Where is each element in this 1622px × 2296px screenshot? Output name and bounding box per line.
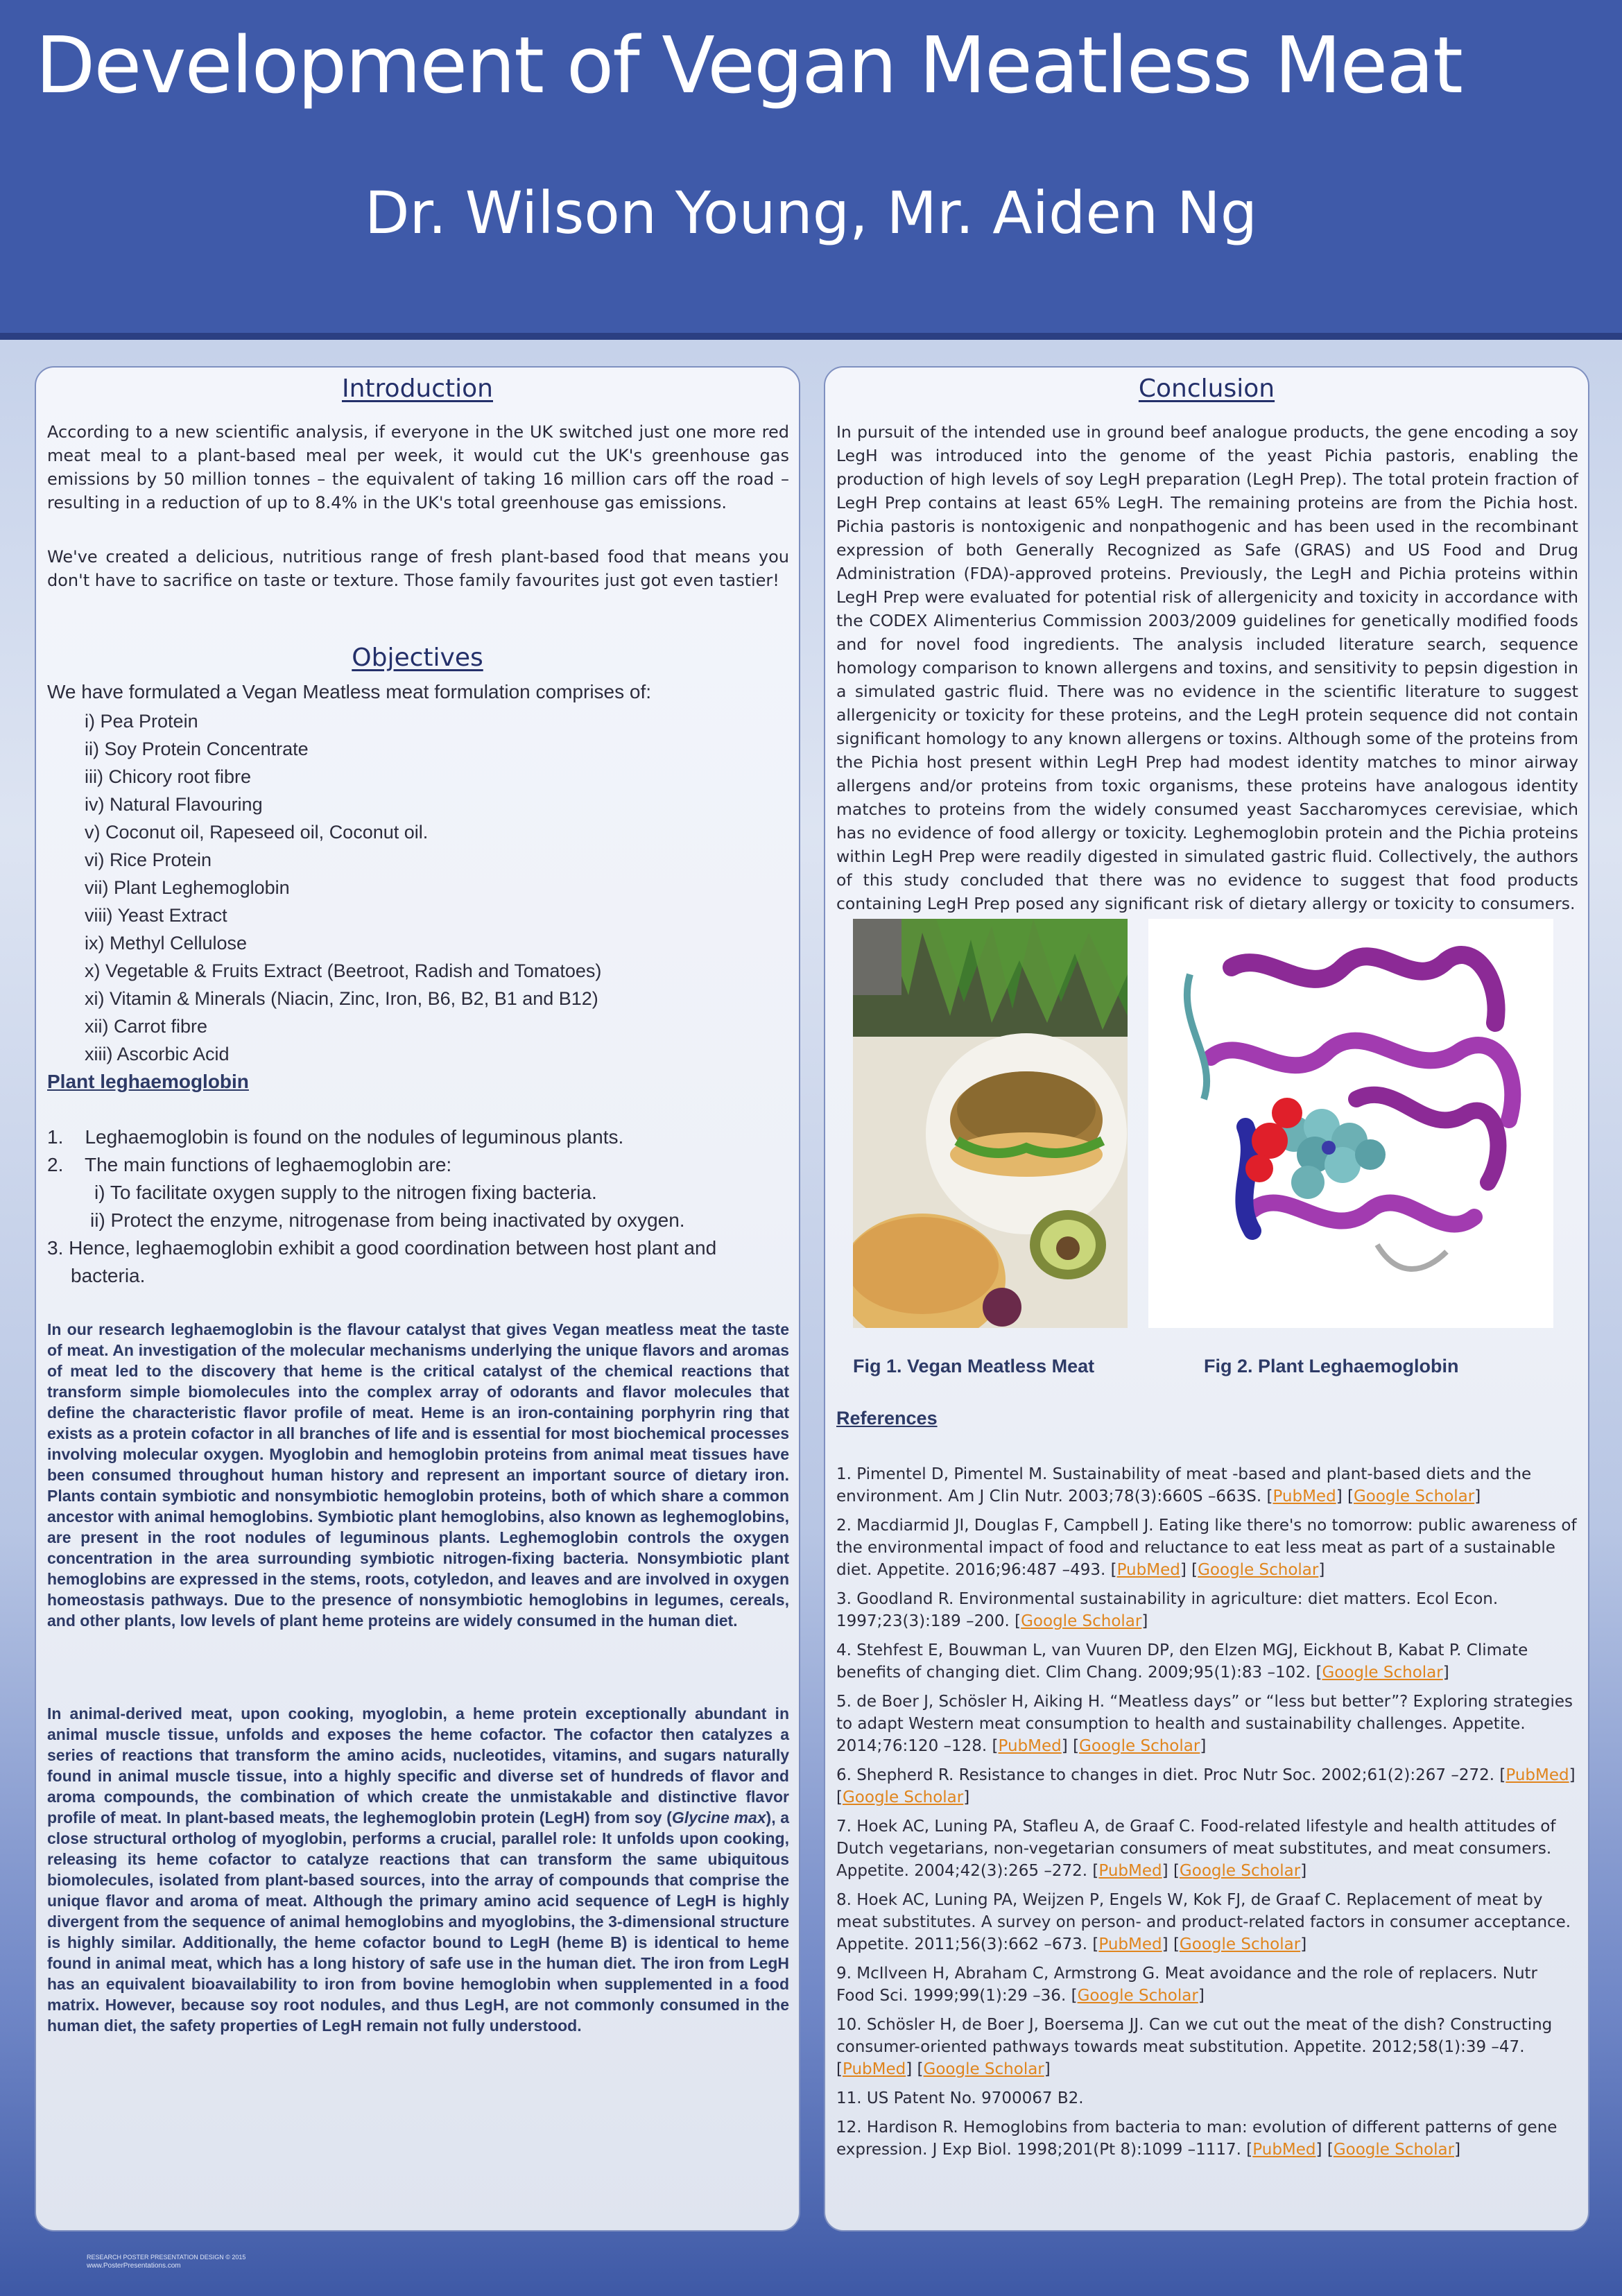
reference-text: 9. McIlveen H, Abraham C, Armstrong G. Meat avoidance and the role of replacers. Nutr Food Sci. 1999;99(1):29 –36.	[836, 1965, 1537, 2005]
plant-leghaemoglobin-heading: Plant leghaemoglobin	[47, 1071, 249, 1092]
reference-item	[836, 2087, 1578, 2109]
pubmed-link[interactable]: PubMed	[1116, 1561, 1180, 1579]
reference-item: 3. Goodland R. Environmental sustainability in agriculture: diet matters. Ecol Econ. 1997;23(3):189 –200. [Google Scholar]	[836, 1590, 1499, 1630]
plant-point-2: 2. The main functions of leghaemoglobin are:	[47, 1154, 452, 1175]
reference-text: 3. Goodland R. Environmental sustainability in agriculture: diet matters. Ecol Econ. 1997;23(3):189 –200.	[836, 1590, 1499, 1630]
introduction-paragraph-1: According to a new scientific analysis, if everyone in the UK switched just one more red meat meal to a plant-based meal per week, it would cut the UK's greenhouse gas emissions by 50 million tonnes – the equivalent of taking 16 million cars off the road – resulting in a reduction of up to 8.4% in the UK's total greenhouse gas emissions.	[47, 422, 789, 512]
objective-item: vi) Rice Protein	[85, 849, 212, 870]
reference-item: 7. Hoek AC, Luning PA, Stafleu A, de Graaf C. Food-related lifestyle and health attitudes of Dutch vegetarians, non-vegetarian consumers of meat substitutes, and meat consumers. Appetite. 2004;42(3):265 –272. [PubMed] [Google Scholar]	[836, 1818, 1556, 1880]
objectives-list	[85, 707, 601, 1068]
objective-item: iv) Natural Flavouring	[85, 794, 263, 815]
leghemoglobin-protein-image	[1148, 919, 1553, 1328]
reference-text: 8. Hoek AC, Luning PA, Weijzen P, Engels W, Kok FJ, de Graaf C. Replacement of meat by meat substitutes. A survey on person- and product-related factors in consumer acceptance. Appetite. 2011;56(3):662 –673.	[836, 1891, 1571, 1953]
reference-item: 5. de Boer J, Schösler H, Aiking H. “Meatless days” or “less but better”? Exploring strategies to adapt Western meat consumption to health and sustainability challenges. Appetite. 2014;76:120 –128. [PubMed] [Google Scholar]	[836, 1693, 1573, 1755]
google-scholar-link[interactable]: Google Scholar	[1179, 1862, 1301, 1880]
objective-item: xii) Carrot fibre	[85, 1016, 208, 1037]
objective-item: vii) Plant Leghemoglobin	[85, 877, 290, 898]
fig-2-caption: Fig 2. Plant Leghaemoglobin	[1204, 1356, 1459, 1376]
plant-point-2b: ii) Protect the enzyme, nitrogenase from being inactivated by oxygen.	[90, 1209, 685, 1231]
reference-item: 12. Hardison R. Hemoglobins from bacteria to man: evolution of different patterns of gene expression. J Exp Biol. 1998;201(Pt 8):1099 –1117. [PubMed] [Google Scholar]	[836, 2118, 1558, 2159]
pubmed-link[interactable]: PubMed	[842, 2060, 906, 2078]
objective-item: i) Pea Protein	[85, 711, 198, 732]
google-scholar-link[interactable]: Google Scholar	[923, 2060, 1044, 2078]
objective-item: v) Coconut oil, Rapeseed oil, Coconut oil.	[85, 822, 429, 843]
references-list	[836, 1463, 1578, 2168]
google-scholar-link[interactable]: Google Scholar	[1333, 2141, 1455, 2159]
google-scholar-link[interactable]: Google Scholar	[1198, 1561, 1319, 1579]
reference-text: 5. de Boer J, Schösler H, Aiking H. “Meatless days” or “less but better”? Exploring strategies to adapt Western meat consumption to health and sustainability challenges. Appetite. 2014;76:120 –128.	[836, 1693, 1573, 1755]
pubmed-link[interactable]: PubMed	[1505, 1766, 1569, 1784]
google-scholar-link[interactable]: Google Scholar	[1077, 1987, 1198, 2005]
plant-point-2a: i) To facilitate oxygen supply to the nitrogen fixing bacteria.	[94, 1182, 597, 1203]
footer-credit: RESEARCH POSTER PRESENTATION DESIGN © 2015	[87, 2254, 246, 2261]
objective-item: iii) Chicory root fibre	[85, 766, 252, 787]
poster-authors: Dr. Wilson Young, Mr. Aiden Ng	[364, 179, 1258, 247]
plant-point-1: 1. Leghaemoglobin is found on the nodules of leguminous plants.	[47, 1126, 624, 1148]
reference-item: 4. Stehfest E, Bouwman L, van Vuuren DP, den Elzen MGJ, Eickhout B, Kabat P. Climate benefits of changing diet. Clim Chang. 2009;95(1):83 –102. [Google Scholar]	[836, 1641, 1528, 1682]
references-heading: References	[836, 1408, 938, 1428]
google-scholar-link[interactable]: Google Scholar	[842, 1788, 964, 1806]
objective-item: x) Vegetable & Fruits Extract (Beetroot, Radish and Tomatoes)	[85, 960, 602, 981]
reference-text: 7. Hoek AC, Luning PA, Stafleu A, de Graaf C. Food-related lifestyle and health attitudes of Dutch vegetarians, non-vegetarian consumers of meat substitutes, and meat consumers. Appetite. 2004;42(3):265 –272.	[836, 1818, 1556, 1880]
objective-item: xiii) Ascorbic Acid	[85, 1044, 230, 1064]
objectives-heading: Objectives	[352, 644, 483, 672]
reference-text: 12. Hardison R. Hemoglobins from bacteria to man: evolution of different patterns of gene expression. J Exp Biol. 1998;201(Pt 8):1099 –1117.	[836, 2118, 1558, 2159]
google-scholar-link[interactable]: Google Scholar	[1322, 1664, 1443, 1682]
left-column-panel	[35, 366, 800, 2232]
plant-point-3-cont: bacteria.	[71, 1265, 146, 1286]
objective-item: ii) Soy Protein Concentrate	[85, 739, 309, 759]
pubmed-link[interactable]: PubMed	[1098, 1862, 1162, 1880]
footer-website: www.PosterPresentations.com	[87, 2262, 181, 2270]
pubmed-link[interactable]: PubMed	[1252, 2141, 1316, 2159]
objective-item: ix) Methyl Cellulose	[85, 933, 248, 953]
reference-text: 1. Pimentel D, Pimentel M. Sustainability of meat -based and plant-based diets and the environment. Am J Clin Nutr. 2003;78(3):660S –663S.	[836, 1465, 1532, 1505]
body2-species-name: Glycine max	[671, 1809, 766, 1827]
burger-illustration	[853, 919, 1128, 1328]
google-scholar-link[interactable]: Google Scholar	[1353, 1487, 1475, 1505]
reference-item: 10. Schösler H, de Boer J, Boersema JJ. Can we cut out the meat of the dish? Constructing consumer-oriented pathways towards meat substitution. Appetite. 2012;58(1):39 –47. [PubMed] [Google Scholar]	[836, 2016, 1553, 2078]
reference-text: 10. Schösler H, de Boer J, Boersema JJ. Can we cut out the meat of the dish? Constructing consumer-oriented pathways towards meat substitution. Appetite. 2012;58(1):39 –47.	[836, 2016, 1553, 2056]
pubmed-link[interactable]: PubMed	[998, 1737, 1062, 1755]
reference-item: 2. Macdiarmid JI, Douglas F, Campbell J. Eating like there's no tomorrow: public awareness of the environmental impact of food and reluctance to eat less meat as part of a sustainable diet. Appetite. 2016;96:487 –493. [PubMed] [Google Scholar]	[836, 1517, 1577, 1579]
reference-text: 2. Macdiarmid JI, Douglas F, Campbell J. Eating like there's no tomorrow: public awareness of the environmental impact of food and reluctance to eat less meat as part of a sustainable diet. Appetite. 2016;96:487 –493.	[836, 1517, 1577, 1579]
leghemoglobin-body-1: In our research leghaemoglobin is the flavour catalyst that gives Vegan meatless meat the taste of meat. An investigation of the molecular mechanisms underlying the unique flavors and aromas of meat led to the discovery that heme is the critical catalyst of the chemical reactions that transform simple biomolecules into the complex array of odorants and flavor molecules that define the characteristic flavor profile of meat. Heme is an iron-containing porphyrin ring that exists as a protein cofactor in all branches of life and is essential for most biochemical processes involving molecular oxygen. Myoglobin and hemoglobin proteins from animal meat tissues have been consumed throughout human history and represent an important source of dietary iron. Plants contain symbiotic and nonsymbiotic hemoglobin proteins, both of which share a common ancestor with animal hemoglobins. Symbiotic plant hemoglobins, also known as leghemoglobins, are present in the root nodules of leguminous plants. Leghemoglobin controls the oxygen concentration in the area surrounding symbiotic nitrogen-fixing bacteria. Nonsymbiotic plant hemoglobins are expressed in the stems, roots, cotyledon, and leaves and are involved in oxygen homeostasis pathways. Due to the presence of nonsymbiotic hemoglobins in legumes, cereals, and other plants, low levels of plant heme proteins are widely consumed in the human diet.	[47, 1320, 789, 1630]
poster-header	[0, 0, 1622, 340]
body2-text-b: ), a close structural ortholog of myoglobin, performs a crucial, parallel role: It unfolds upon cooking, releasing its heme cofactor to catalyze reactions that can transform the same ubiquitous biomolecules, isolated from plant-based sources, into the array of compounds that comprise the unique flavor and aroma of meat. Although the primary amino acid sequence of LegH is highly divergent from the sequence of animal hemoglobins and myoglobins, the 3-dimensional structure is highly similar. Additionally, the heme cofactor bound to LegH (heme B) is identical to heme found in animal meat, which has a long history of safe use in the human diet. The iron from LegH has an equivalent bioavailability to iron from bovine hemoglobin when supplemented in a food matrix. However, because soy root nodules, and thus LegH, are not commonly consumed in the human diet, the safety properties of LegH remain not fully understood.	[47, 1809, 789, 2035]
right-column-panel	[824, 366, 1589, 2232]
body2-text-a: In animal-derived meat, upon cooking, myoglobin, a heme protein exceptionally abundant in animal muscle tissue, unfolds and exposes the heme cofactor. The cofactor then catalyzes a series of reactions that transform the amino acids, nucleotides, vitamins, and sugars naturally found in animal muscle tissue, into a highly specific and diverse set of hundreds of flavor and aroma compounds, the combination of which create the unmistakable and distinctive flavor profile of meat. In plant-based meats, the leghemoglobin protein (LegH) from soy (	[47, 1704, 789, 1827]
conclusion-paragraph: In pursuit of the intended use in ground beef analogue products, the gene encoding a soy LegH was introduced into the genome of the yeast Pichia pastoris, enabling the production of high levels of soy LegH preparation (LegH Prep). The total protein fraction of LegH Prep contains at least 65% LegH. The remaining proteins are from the Pichia host. Pichia pastoris is nontoxigenic and nonpathogenic and has been used in the recombinant expression of both Generally Recognized as Safe (GRAS) and US Food and Drug Administration (FDA)-approved proteins. Previously, the LegH and Pichia proteins within LegH Prep were evaluated for potential risk of allergenicity and toxicity in accordance with the CODEX Alimenterius Commission 2003/2009 guidelines for genetically modified foods and for novel food ingredients. The analysis included literature search, sequence homology comparison to known allergens and toxins, and sensitivity to pepsin digestion in a simulated gastric fluid. There was no evidence in the scientific literature to suggest allergenicity or toxicity for these proteins, and the LegH protein sequence did not contain significant homology to any known allergens or toxins. Although some of the proteins from the Pichia host present within LegH Prep had modest identity matches to minor airway allergens and/or proteins from toxic organisms, these proteins have analogous identity matches to proteins from the widely consumed yeast Saccharomyces cerevisiae, which has no evidence of food allergy or toxicity. Leghemoglobin protein and the Pichia proteins within LegH Prep were readily digested in simulated gastric fluid. Collectively, the authors of this study concluded that there was no evidence to suggest that food products containing LegH Prep posed any significant risk of dietary allergy or toxicity to consumers.	[836, 422, 1578, 913]
reference-item: 6. Shepherd R. Resistance to changes in diet. Proc Nutr Soc. 2002;61(2):267 –272. [PubMed] [Google Scholar]	[836, 1766, 1576, 1806]
reference-text: 6. Shepherd R. Resistance to changes in diet. Proc Nutr Soc. 2002;61(2):267 –272.	[836, 1766, 1500, 1784]
pubmed-link[interactable]: PubMed	[1098, 1935, 1162, 1953]
poster-title: Development of Vegan Meatless Meat	[35, 21, 1462, 111]
leghemoglobin-body-2	[47, 1703, 789, 2036]
reference-item: 9. McIlveen H, Abraham C, Armstrong G. Meat avoidance and the role of replacers. Nutr Food Sci. 1999;99(1):29 –36. [Google Scholar]	[836, 1965, 1537, 2005]
reference-item: 1. Pimentel D, Pimentel M. Sustainability of meat -based and plant-based diets and the environment. Am J Clin Nutr. 2003;78(3):660S –663S. [PubMed] [Google Scholar]	[836, 1465, 1532, 1505]
reference-text: 4. Stehfest E, Bouwman L, van Vuuren DP, den Elzen MGJ, Eickhout B, Kabat P. Climate benefits of changing diet. Clim Chang. 2009;95(1):83 –102.	[836, 1641, 1528, 1682]
plant-point-3: 3. Hence, leghaemoglobin exhibit a good coordination between host plant and	[47, 1237, 717, 1259]
conclusion-heading: Conclusion	[1138, 374, 1275, 403]
reference-text: 11. US Patent No. 9700067 B2.	[836, 2089, 1084, 2107]
google-scholar-link[interactable]: Google Scholar	[1079, 1737, 1200, 1755]
protein-structure-illustration	[1148, 919, 1553, 1328]
introduction-heading: Introduction	[341, 374, 493, 403]
vegan-burger-image	[853, 919, 1128, 1328]
reference-item: 8. Hoek AC, Luning PA, Weijzen P, Engels W, Kok FJ, de Graaf C. Replacement of meat by meat substitutes. A survey on person- and product-related factors in consumer acceptance. Appetite. 2011;56(3):662 –673. [PubMed] [Google Scholar]	[836, 1891, 1571, 1953]
google-scholar-link[interactable]: Google Scholar	[1179, 1935, 1301, 1953]
objective-item: xi) Vitamin & Minerals (Niacin, Zinc, Iron, B6, B2, B1 and B12)	[85, 988, 598, 1009]
objectives-intro: We have formulated a Vegan Meatless meat formulation comprises of:	[47, 681, 652, 702]
objective-item: viii) Yeast Extract	[85, 905, 227, 926]
fig-1-caption: Fig 1. Vegan Meatless Meat	[853, 1356, 1095, 1376]
introduction-paragraph-2: We've created a delicious, nutritious range of fresh plant-based food that means you don't have to sacrifice on taste or texture. Those family favourites just got even tastier!	[47, 547, 789, 590]
pubmed-link[interactable]: PubMed	[1272, 1487, 1336, 1505]
google-scholar-link[interactable]: Google Scholar	[1021, 1612, 1142, 1630]
